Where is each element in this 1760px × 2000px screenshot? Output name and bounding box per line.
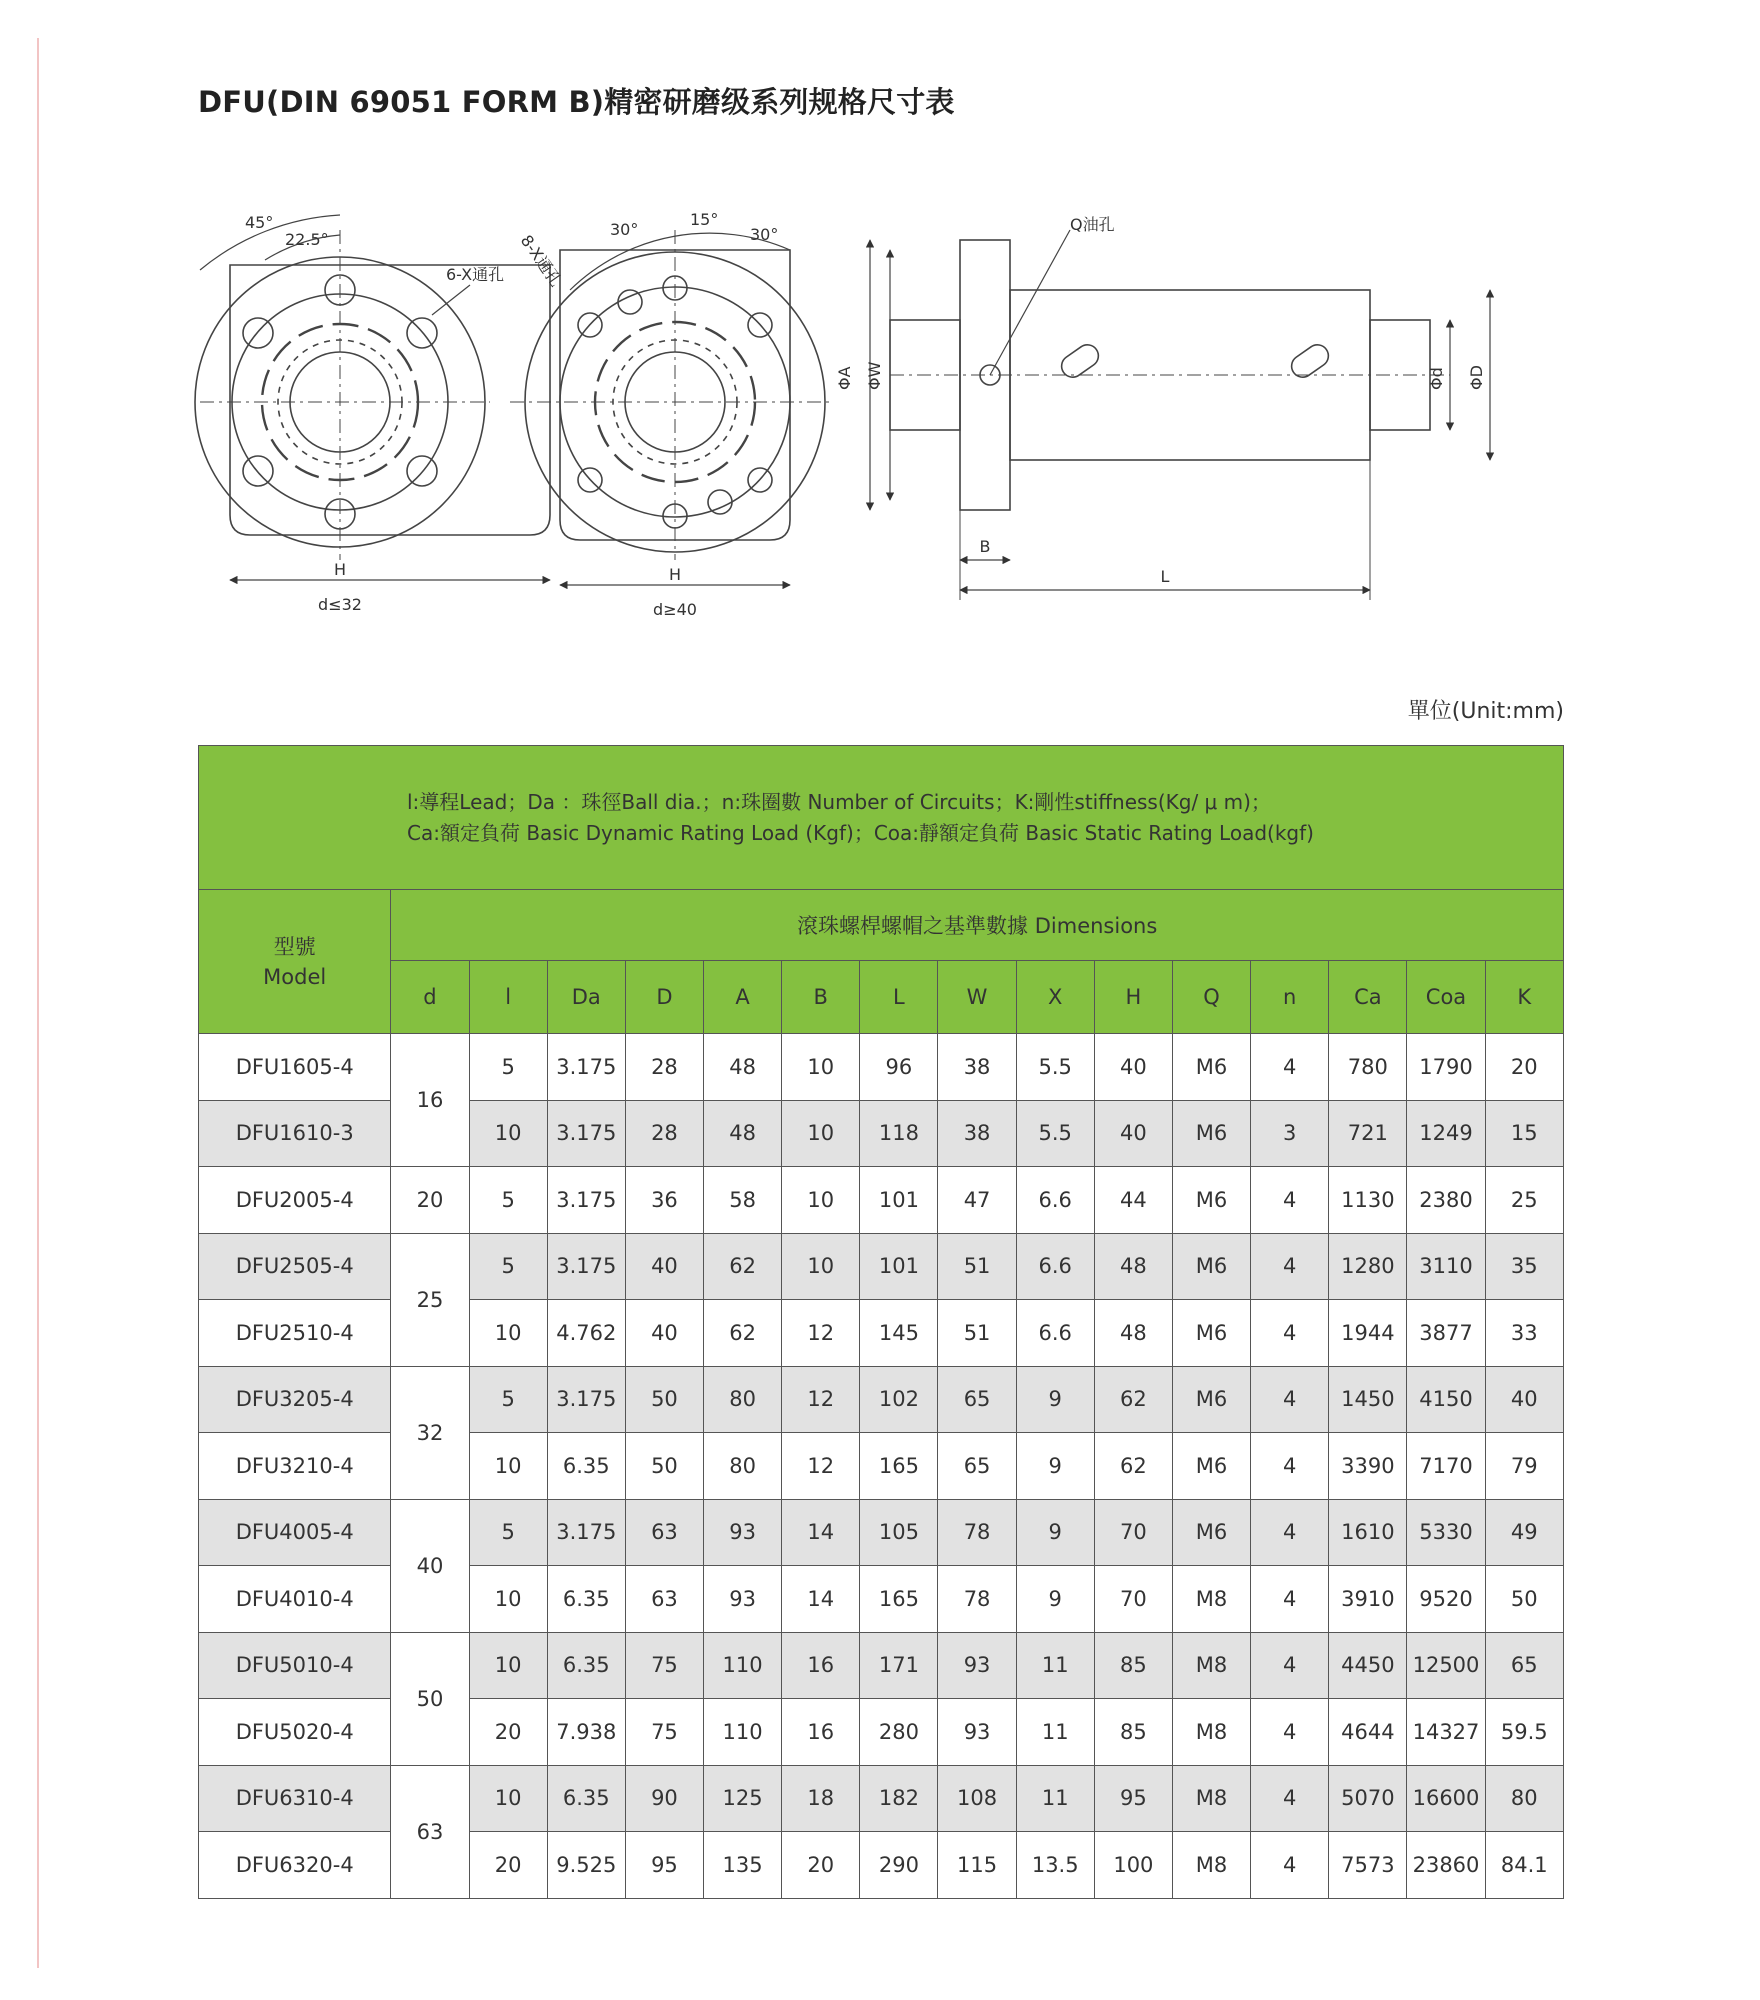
value-cell: 14327 xyxy=(1407,1699,1485,1766)
value-cell: 15 xyxy=(1485,1100,1563,1167)
value-cell: M8 xyxy=(1172,1832,1250,1899)
value-cell: 171 xyxy=(860,1632,938,1699)
value-cell: 20 xyxy=(469,1832,547,1899)
value-cell: 5070 xyxy=(1329,1765,1407,1832)
value-cell: 125 xyxy=(704,1765,782,1832)
value-cell: 5330 xyxy=(1407,1499,1485,1566)
model-cell: DFU1610-3 xyxy=(199,1100,391,1167)
value-cell: 9520 xyxy=(1407,1566,1485,1633)
value-cell: 4 xyxy=(1251,1832,1329,1899)
col-header: X xyxy=(1016,961,1094,1034)
col-header: A xyxy=(704,961,782,1034)
value-cell: 25 xyxy=(1485,1167,1563,1234)
value-cell: 4150 xyxy=(1407,1366,1485,1433)
value-cell: M6 xyxy=(1172,1300,1250,1367)
value-cell: M6 xyxy=(1172,1167,1250,1234)
value-cell: 10 xyxy=(469,1300,547,1367)
column-header-row xyxy=(199,961,1564,1034)
model-cell: DFU5020-4 xyxy=(199,1699,391,1766)
value-cell: 5.5 xyxy=(1016,1100,1094,1167)
page-title: DFU(DIN 69051 FORM B)精密研磨级系列规格尺寸表 xyxy=(198,85,955,119)
diameter-cell: 16 xyxy=(391,1034,469,1167)
value-cell: 3.175 xyxy=(547,1167,625,1234)
value-cell: 20 xyxy=(1485,1034,1563,1101)
value-cell: 38 xyxy=(938,1100,1016,1167)
value-cell: 9 xyxy=(1016,1566,1094,1633)
value-cell: 4 xyxy=(1251,1499,1329,1566)
value-cell: 7573 xyxy=(1329,1832,1407,1899)
value-cell: 95 xyxy=(1094,1765,1172,1832)
col-header: L xyxy=(860,961,938,1034)
value-cell: 4 xyxy=(1251,1699,1329,1766)
model-header-zh: 型號 xyxy=(273,934,316,959)
value-cell: 6.6 xyxy=(1016,1300,1094,1367)
value-cell: 65 xyxy=(938,1366,1016,1433)
value-cell: 3390 xyxy=(1329,1433,1407,1500)
value-cell: 65 xyxy=(938,1433,1016,1500)
value-cell: 6.6 xyxy=(1016,1233,1094,1300)
dimensions-header: 滾珠螺桿螺帽之基準數據 Dimensions xyxy=(391,890,1564,961)
value-cell: 5 xyxy=(469,1233,547,1300)
value-cell: 18 xyxy=(782,1765,860,1832)
value-cell: 780 xyxy=(1329,1034,1407,1101)
label-L: L xyxy=(1160,567,1170,586)
model-cell: DFU4005-4 xyxy=(199,1499,391,1566)
value-cell: 3 xyxy=(1251,1100,1329,1167)
value-cell: 84.1 xyxy=(1485,1832,1563,1899)
value-cell: 11 xyxy=(1016,1699,1094,1766)
value-cell: 4 xyxy=(1251,1034,1329,1101)
value-cell: 721 xyxy=(1329,1100,1407,1167)
value-cell: 93 xyxy=(704,1499,782,1566)
value-cell: 35 xyxy=(1485,1233,1563,1300)
model-cell: DFU3205-4 xyxy=(199,1366,391,1433)
col-header: D xyxy=(625,961,703,1034)
spec-table xyxy=(198,745,1564,1899)
value-cell: 16600 xyxy=(1407,1765,1485,1832)
value-cell: 51 xyxy=(938,1233,1016,1300)
diameter-cell: 50 xyxy=(391,1632,469,1765)
value-cell: 4 xyxy=(1251,1300,1329,1367)
value-cell: 4450 xyxy=(1329,1632,1407,1699)
value-cell: 11 xyxy=(1016,1632,1094,1699)
value-cell: 49 xyxy=(1485,1499,1563,1566)
col-header: W xyxy=(938,961,1016,1034)
value-cell: 13.5 xyxy=(1016,1832,1094,1899)
value-cell: 93 xyxy=(938,1632,1016,1699)
legend-line-2: Ca:額定負荷 Basic Dynamic Rating Load (Kgf)；Coa:靜額定負荷 Basic Static Rating Load(kgf) xyxy=(407,820,1314,845)
value-cell: 6.35 xyxy=(547,1632,625,1699)
value-cell: 1610 xyxy=(1329,1499,1407,1566)
value-cell: 70 xyxy=(1094,1499,1172,1566)
value-cell: 100 xyxy=(1094,1832,1172,1899)
model-cell: DFU5010-4 xyxy=(199,1632,391,1699)
value-cell: M6 xyxy=(1172,1433,1250,1500)
table-row xyxy=(199,1233,1564,1300)
value-cell: 40 xyxy=(625,1233,703,1300)
technical-drawings xyxy=(190,190,1590,650)
value-cell: 4 xyxy=(1251,1566,1329,1633)
value-cell: 47 xyxy=(938,1167,1016,1234)
label-phiW: ΦW xyxy=(865,361,884,390)
value-cell: 4 xyxy=(1251,1167,1329,1234)
value-cell: 48 xyxy=(1094,1300,1172,1367)
value-cell: 1130 xyxy=(1329,1167,1407,1234)
value-cell: 62 xyxy=(1094,1433,1172,1500)
value-cell: 40 xyxy=(1094,1100,1172,1167)
value-cell: 10 xyxy=(469,1100,547,1167)
table-row xyxy=(199,1167,1564,1234)
value-cell: 59.5 xyxy=(1485,1699,1563,1766)
value-cell: 10 xyxy=(469,1433,547,1500)
col-header: l xyxy=(469,961,547,1034)
value-cell: 23860 xyxy=(1407,1832,1485,1899)
model-cell: DFU2005-4 xyxy=(199,1167,391,1234)
value-cell: 10 xyxy=(469,1765,547,1832)
value-cell: 28 xyxy=(625,1034,703,1101)
value-cell: 6.6 xyxy=(1016,1167,1094,1234)
unit-label: 單位(Unit:mm) xyxy=(1407,699,1564,724)
value-cell: 16 xyxy=(782,1699,860,1766)
value-cell: 6.35 xyxy=(547,1566,625,1633)
label-left-H: H xyxy=(333,560,347,579)
value-cell: 50 xyxy=(1485,1566,1563,1633)
label-mid-angle2: 15° xyxy=(690,210,719,229)
value-cell: 1790 xyxy=(1407,1034,1485,1101)
value-cell: 62 xyxy=(704,1300,782,1367)
col-header: H xyxy=(1094,961,1172,1034)
table-row xyxy=(199,1499,1564,1566)
value-cell: 20 xyxy=(469,1699,547,1766)
label-left-holes: 6-X通孔 xyxy=(446,265,505,284)
value-cell: 5 xyxy=(469,1034,547,1101)
legend-line-1: l:導程Lead；Da ：珠徑Ball dia.；n:珠圈數 Number of Circuits；K:剛性stiffness(Kg/ μ m)； xyxy=(407,789,1271,814)
value-cell: 3910 xyxy=(1329,1566,1407,1633)
model-header xyxy=(199,890,391,1034)
col-header: Da xyxy=(547,961,625,1034)
value-cell: M6 xyxy=(1172,1034,1250,1101)
model-cell: DFU6310-4 xyxy=(199,1765,391,1832)
value-cell: 51 xyxy=(938,1300,1016,1367)
label-phiD: ΦD xyxy=(1467,365,1486,390)
value-cell: 10 xyxy=(469,1632,547,1699)
value-cell: 165 xyxy=(860,1433,938,1500)
value-cell: 36 xyxy=(625,1167,703,1234)
diameter-cell: 20 xyxy=(391,1167,469,1234)
col-header: Coa xyxy=(1407,961,1485,1034)
value-cell: 3.175 xyxy=(547,1034,625,1101)
value-cell: 44 xyxy=(1094,1167,1172,1234)
label-B: B xyxy=(979,537,991,556)
value-cell: 80 xyxy=(1485,1765,1563,1832)
value-cell: 280 xyxy=(860,1699,938,1766)
value-cell: 48 xyxy=(704,1100,782,1167)
value-cell: 75 xyxy=(625,1632,703,1699)
label-oil-hole: Q油孔 xyxy=(1070,215,1115,234)
value-cell: 3.175 xyxy=(547,1233,625,1300)
value-cell: 28 xyxy=(625,1100,703,1167)
value-cell: 50 xyxy=(625,1366,703,1433)
caption-mid: d≥40 xyxy=(653,600,697,619)
value-cell: 40 xyxy=(1485,1366,1563,1433)
col-header: d xyxy=(391,961,469,1034)
model-header-en: Model xyxy=(263,964,327,989)
side-view xyxy=(870,230,1490,600)
table-row xyxy=(199,1632,1564,1699)
caption-left: d≤32 xyxy=(318,595,362,614)
value-cell: 4 xyxy=(1251,1366,1329,1433)
value-cell: 4644 xyxy=(1329,1699,1407,1766)
value-cell: 1280 xyxy=(1329,1233,1407,1300)
value-cell: 165 xyxy=(860,1566,938,1633)
diameter-cell: 32 xyxy=(391,1366,469,1499)
value-cell: 101 xyxy=(860,1167,938,1234)
col-header: n xyxy=(1251,961,1329,1034)
value-cell: 135 xyxy=(704,1832,782,1899)
table-row xyxy=(199,1034,1564,1101)
label-mid-holes: 8-X通孔 xyxy=(516,231,566,290)
value-cell: 10 xyxy=(469,1566,547,1633)
value-cell: 93 xyxy=(704,1566,782,1633)
value-cell: 62 xyxy=(704,1233,782,1300)
value-cell: 12500 xyxy=(1407,1632,1485,1699)
value-cell: 4 xyxy=(1251,1632,1329,1699)
value-cell: 182 xyxy=(860,1765,938,1832)
value-cell: 96 xyxy=(860,1034,938,1101)
value-cell: M6 xyxy=(1172,1366,1250,1433)
label-left-angle2: 22.5° xyxy=(285,230,329,249)
table-row xyxy=(199,1765,1564,1832)
value-cell: M8 xyxy=(1172,1632,1250,1699)
value-cell: 16 xyxy=(782,1632,860,1699)
model-cell: DFU6320-4 xyxy=(199,1832,391,1899)
value-cell: 115 xyxy=(938,1832,1016,1899)
value-cell: 50 xyxy=(625,1433,703,1500)
label-mid-angle3: 30° xyxy=(750,225,779,244)
value-cell: 2380 xyxy=(1407,1167,1485,1234)
value-cell: 90 xyxy=(625,1765,703,1832)
value-cell: 3.175 xyxy=(547,1366,625,1433)
col-header: K xyxy=(1485,961,1563,1034)
value-cell: 12 xyxy=(782,1366,860,1433)
value-cell: 12 xyxy=(782,1300,860,1367)
diameter-cell: 63 xyxy=(391,1765,469,1898)
diameter-cell: 25 xyxy=(391,1233,469,1366)
value-cell: 11 xyxy=(1016,1765,1094,1832)
col-header: B xyxy=(782,961,860,1034)
value-cell: 1944 xyxy=(1329,1300,1407,1367)
value-cell: 14 xyxy=(782,1499,860,1566)
value-cell: 5 xyxy=(469,1366,547,1433)
value-cell: 93 xyxy=(938,1699,1016,1766)
value-cell: 33 xyxy=(1485,1300,1563,1367)
value-cell: 12 xyxy=(782,1433,860,1500)
value-cell: 102 xyxy=(860,1366,938,1433)
value-cell: 20 xyxy=(782,1832,860,1899)
model-cell: DFU4010-4 xyxy=(199,1566,391,1633)
col-header: Q xyxy=(1172,961,1250,1034)
value-cell: 78 xyxy=(938,1566,1016,1633)
value-cell: 5 xyxy=(469,1167,547,1234)
value-cell: 80 xyxy=(704,1433,782,1500)
label-mid-H: H xyxy=(668,565,682,584)
value-cell: 9 xyxy=(1016,1433,1094,1500)
model-cell: DFU1605-4 xyxy=(199,1034,391,1101)
value-cell: 85 xyxy=(1094,1699,1172,1766)
value-cell: 10 xyxy=(782,1034,860,1101)
value-cell: 48 xyxy=(1094,1233,1172,1300)
value-cell: M8 xyxy=(1172,1566,1250,1633)
value-cell: 10 xyxy=(782,1167,860,1234)
value-cell: 145 xyxy=(860,1300,938,1367)
value-cell: 290 xyxy=(860,1832,938,1899)
value-cell: 14 xyxy=(782,1566,860,1633)
value-cell: 108 xyxy=(938,1765,1016,1832)
value-cell: M8 xyxy=(1172,1765,1250,1832)
value-cell: 5.5 xyxy=(1016,1034,1094,1101)
value-cell: 3.175 xyxy=(547,1100,625,1167)
value-cell: 40 xyxy=(625,1300,703,1367)
value-cell: 10 xyxy=(782,1100,860,1167)
value-cell: 63 xyxy=(625,1566,703,1633)
value-cell: 9.525 xyxy=(547,1832,625,1899)
value-cell: 7.938 xyxy=(547,1699,625,1766)
value-cell: 5 xyxy=(469,1499,547,1566)
value-cell: 1450 xyxy=(1329,1366,1407,1433)
model-cell: DFU2510-4 xyxy=(199,1300,391,1367)
value-cell: 6.35 xyxy=(547,1433,625,1500)
value-cell: 4.762 xyxy=(547,1300,625,1367)
value-cell: M6 xyxy=(1172,1499,1250,1566)
value-cell: 65 xyxy=(1485,1632,1563,1699)
value-cell: 110 xyxy=(704,1632,782,1699)
value-cell: 3110 xyxy=(1407,1233,1485,1300)
table-body xyxy=(199,1034,1564,1899)
value-cell: 38 xyxy=(938,1034,1016,1101)
value-cell: 9 xyxy=(1016,1366,1094,1433)
value-cell: 48 xyxy=(704,1034,782,1101)
value-cell: 4 xyxy=(1251,1765,1329,1832)
diameter-cell: 40 xyxy=(391,1499,469,1632)
value-cell: 118 xyxy=(860,1100,938,1167)
value-cell: 75 xyxy=(625,1699,703,1766)
value-cell: 7170 xyxy=(1407,1433,1485,1500)
model-cell: DFU3210-4 xyxy=(199,1433,391,1500)
label-left-angle1: 45° xyxy=(245,213,274,232)
table-legend xyxy=(199,746,1564,890)
value-cell: 62 xyxy=(1094,1366,1172,1433)
label-mid-angle1: 30° xyxy=(610,220,639,239)
value-cell: 6.35 xyxy=(547,1765,625,1832)
value-cell: 58 xyxy=(704,1167,782,1234)
value-cell: 63 xyxy=(625,1499,703,1566)
col-header: Ca xyxy=(1329,961,1407,1034)
value-cell: 9 xyxy=(1016,1499,1094,1566)
value-cell: 4 xyxy=(1251,1233,1329,1300)
value-cell: 40 xyxy=(1094,1034,1172,1101)
value-cell: 70 xyxy=(1094,1566,1172,1633)
value-cell: 1249 xyxy=(1407,1100,1485,1167)
value-cell: 101 xyxy=(860,1233,938,1300)
value-cell: M6 xyxy=(1172,1233,1250,1300)
value-cell: M6 xyxy=(1172,1100,1250,1167)
table-row xyxy=(199,1366,1564,1433)
page-margin-line xyxy=(37,38,39,1968)
value-cell: 105 xyxy=(860,1499,938,1566)
label-phid: Φd xyxy=(1427,367,1446,390)
value-cell: 80 xyxy=(704,1366,782,1433)
value-cell: 95 xyxy=(625,1832,703,1899)
value-cell: 110 xyxy=(704,1699,782,1766)
value-cell: 79 xyxy=(1485,1433,1563,1500)
value-cell: 3.175 xyxy=(547,1499,625,1566)
value-cell: 3877 xyxy=(1407,1300,1485,1367)
value-cell: M8 xyxy=(1172,1699,1250,1766)
value-cell: 85 xyxy=(1094,1632,1172,1699)
label-phiA: ΦA xyxy=(835,366,854,390)
value-cell: 4 xyxy=(1251,1433,1329,1500)
model-cell: DFU2505-4 xyxy=(199,1233,391,1300)
value-cell: 78 xyxy=(938,1499,1016,1566)
value-cell: 10 xyxy=(782,1233,860,1300)
